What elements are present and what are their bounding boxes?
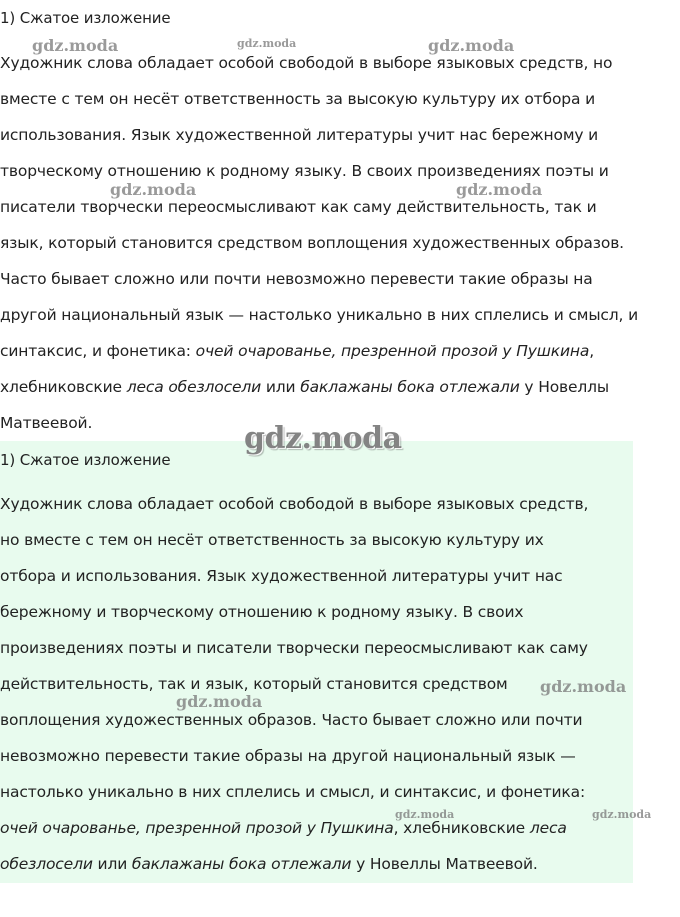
text-line xyxy=(0,782,585,802)
text-run: творческому отношению к родному языку. В своих произведениях поэты и xyxy=(0,162,609,180)
text-run: другой национальный язык — настолько уникально в них сплелись и смысл, и xyxy=(0,306,639,324)
watermark: gdz.moda xyxy=(244,421,402,456)
italic-quote: очей очарованье, презренной прозой у Пушкина xyxy=(195,342,590,360)
text-run: невозможно перевести такие образы на другой национальный язык — xyxy=(0,747,576,765)
watermark: gdz.moda xyxy=(110,180,197,199)
text-line xyxy=(0,854,538,874)
answer-heading: 1) Сжатое изложение xyxy=(0,451,171,469)
answer-block xyxy=(0,441,633,883)
text-run: Часто бывает сложно или почти невозможно перевести такие образы на xyxy=(0,270,593,288)
text-run: Художник слова обладает особой свободой в выборе языковых средств, но xyxy=(0,54,613,72)
text-run: отбора и использования. Язык художественной литературы учит нас xyxy=(0,567,563,585)
text-line xyxy=(0,818,567,838)
text-run: синтаксис, и фонетика: xyxy=(0,342,196,360)
text-run: писатели творчески переосмысливают как саму действительность, так и xyxy=(0,198,597,216)
text-run: бережному и творческому отношению к родному языку. В своих xyxy=(0,603,524,621)
text-line xyxy=(0,377,609,397)
watermark: gdz.moda xyxy=(428,36,515,55)
text-run: воплощения художественных образов. Часто бывает сложно или почти xyxy=(0,711,583,729)
text-run: действительность, так и язык, который становится средством xyxy=(0,675,508,693)
text-run: язык, который становится средством воплощения художественных образов. xyxy=(0,234,624,252)
text-line xyxy=(0,530,544,550)
text-line xyxy=(0,125,598,145)
text-run: у Новеллы Матвеевой. xyxy=(351,855,538,873)
text-run: или xyxy=(261,378,301,396)
watermark: gdz.moda xyxy=(32,36,119,55)
text-run: произведениях поэты и писатели творчески переосмысливают как саму xyxy=(0,639,588,657)
text-line xyxy=(0,197,597,217)
text-line xyxy=(0,710,582,730)
text-run: использования. Язык художественной литературы учит нас бережному и xyxy=(0,126,599,144)
text-line xyxy=(0,161,609,181)
text-line xyxy=(0,233,624,253)
text-run: Матвеевой. xyxy=(0,414,93,432)
italic-quote: леса xyxy=(529,819,567,837)
italic-quote: баклажаны бока отлежали xyxy=(300,378,520,396)
italic-quote: очей очарованье, презренной прозой у Пушкина xyxy=(0,819,394,837)
section-heading: 1) Сжатое изложение xyxy=(0,9,171,27)
text-run: , xyxy=(589,342,595,360)
text-run: или xyxy=(92,855,132,873)
text-line xyxy=(0,413,92,433)
watermark: gdz.moda xyxy=(540,677,627,696)
italic-quote: леса обезлосели xyxy=(126,378,262,396)
italic-quote: обезлосели xyxy=(0,855,93,873)
text-line xyxy=(0,341,594,361)
watermark: gdz.moda xyxy=(592,808,652,821)
text-run: но вместе с тем он несёт ответственность за высокую культуру их xyxy=(0,531,544,549)
text-line xyxy=(0,566,563,586)
watermark: gdz.moda xyxy=(456,180,543,199)
text-line xyxy=(0,89,595,109)
text-line xyxy=(0,602,523,622)
text-line xyxy=(0,305,638,325)
text-run: Художник слова обладает особой свободой в выборе языковых средств, xyxy=(0,495,589,513)
text-run: вместе с тем он несёт ответственность за высокую культуру их отбора и xyxy=(0,90,596,108)
text-run: , хлебниковские xyxy=(393,819,530,837)
watermark: gdz.moda xyxy=(395,808,455,821)
italic-quote: баклажаны бока отлежали xyxy=(131,855,352,873)
text-line xyxy=(0,269,593,289)
text-run: у Новеллы xyxy=(519,378,610,396)
text-line xyxy=(0,746,576,766)
text-line xyxy=(0,674,508,694)
text-run: хлебниковские xyxy=(0,378,127,396)
text-run: настолько уникально в них сплелись и смысл, и синтаксис, и фонетика: xyxy=(0,783,586,801)
watermark: gdz.moda xyxy=(176,692,263,711)
watermark: gdz.moda xyxy=(237,37,297,50)
text-line xyxy=(0,494,588,514)
text-line xyxy=(0,53,612,73)
text-line xyxy=(0,638,588,658)
